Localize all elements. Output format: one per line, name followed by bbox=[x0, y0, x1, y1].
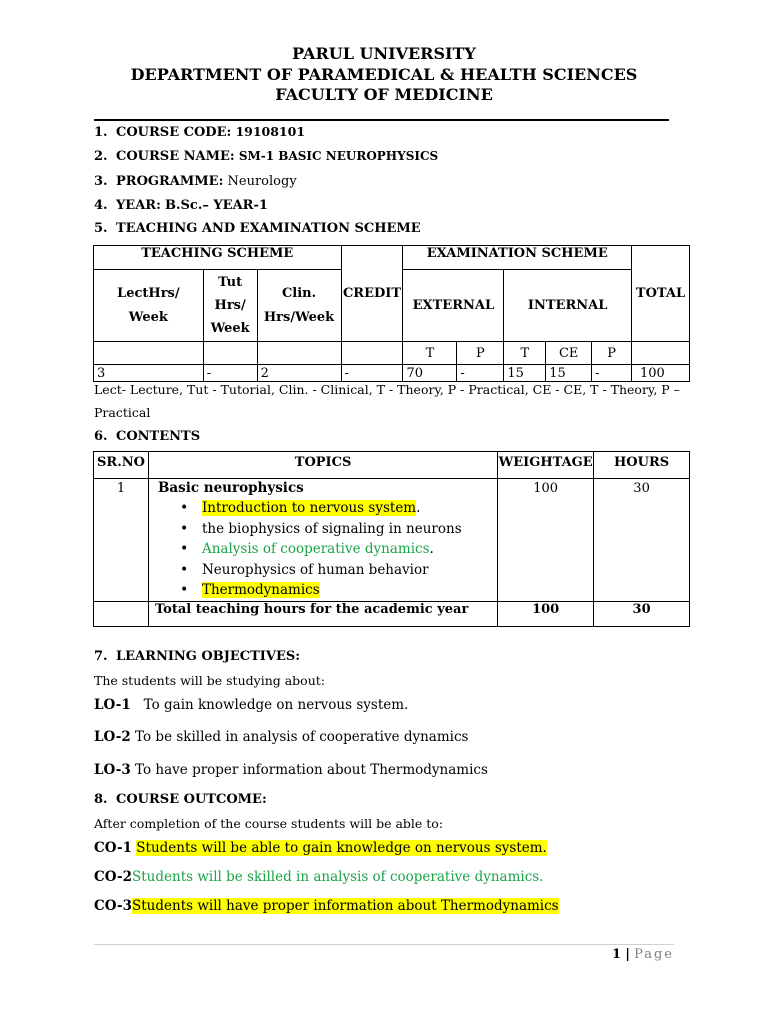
topic-item: • Thermodynamics bbox=[158, 580, 497, 601]
internal-header: INTERNAL bbox=[504, 270, 632, 342]
clin-header: Clin. Hrs/Week bbox=[257, 270, 341, 342]
external-header: EXTERNAL bbox=[403, 270, 504, 342]
value-cell: - bbox=[457, 365, 504, 382]
topic-item: • Introduction to nervous system. bbox=[158, 498, 497, 519]
sub-header-cell: P bbox=[592, 342, 632, 365]
objective-item: LO-3 To have proper information about Thermodynamics bbox=[94, 762, 488, 778]
contents-table bbox=[93, 451, 690, 627]
value-cell: 100 bbox=[632, 365, 690, 382]
outcomes-intro: After completion of the course students will be able to: bbox=[94, 816, 444, 831]
col-header-weightage: WEIGHTAGE bbox=[498, 452, 594, 479]
page-number: 1 | Page bbox=[612, 947, 674, 962]
university-title: PARUL UNIVERSITY bbox=[292, 44, 476, 63]
objectives-intro: The students will be studying about: bbox=[94, 673, 325, 688]
row-hours: 30 bbox=[594, 479, 690, 602]
value-cell: 70 bbox=[403, 365, 457, 382]
topic-item: • Analysis of cooperative dynamics. bbox=[158, 539, 497, 560]
col-header-srno: SR.NO bbox=[94, 452, 149, 479]
credit-header: CREDIT bbox=[341, 246, 403, 342]
department-title: DEPARTMENT OF PARAMEDICAL & HEALTH SCIENCES bbox=[130, 65, 638, 84]
value-cell: 3 bbox=[94, 365, 204, 382]
course-name-value: SM-1 BASIC NEUROPHYSICS bbox=[238, 149, 439, 163]
total-weightage: 100 bbox=[498, 601, 594, 626]
outcomes-heading: 8. COURSE OUTCOME: bbox=[94, 792, 267, 807]
teaching-scheme-header: TEACHING SCHEME bbox=[94, 246, 342, 270]
total-header: TOTAL bbox=[632, 246, 690, 342]
examination-scheme-header: EXAMINATION SCHEME bbox=[403, 246, 632, 270]
outcome-item: CO-3Students will have proper information about Thermodynamics bbox=[94, 898, 559, 914]
year-item: 4. YEAR: B.Sc.– YEAR-1 bbox=[94, 198, 268, 213]
contents-heading: 6. CONTENTS bbox=[94, 429, 201, 444]
sub-header-cell: CE bbox=[546, 342, 592, 365]
col-header-hours: HOURS bbox=[594, 452, 690, 479]
outcome-item: CO-2Students will be skilled in analysis of cooperative dynamics. bbox=[94, 869, 544, 885]
legend-line-1: Lect- Lecture, Tut - Tutorial, Clin. - Clinical, T - Theory, P - Practical, CE - CE, T - Theory, P – bbox=[94, 382, 680, 397]
year-value: B.Sc.– YEAR-1 bbox=[165, 198, 268, 213]
programme-item: 3. PROGRAMME: Neurology bbox=[94, 174, 297, 189]
row-topics bbox=[148, 479, 497, 602]
value-cell: - bbox=[341, 365, 403, 382]
header-rule bbox=[94, 119, 669, 121]
value-cell: - bbox=[592, 365, 632, 382]
objective-item: LO-1 To gain knowledge on nervous system. bbox=[94, 697, 409, 713]
value-cell: - bbox=[203, 365, 257, 382]
scheme-table bbox=[93, 245, 690, 382]
col-header-topics: TOPICS bbox=[148, 452, 497, 479]
row-srno: 1 bbox=[94, 479, 149, 602]
total-hours: 30 bbox=[594, 601, 690, 626]
value-cell: 15 bbox=[504, 365, 546, 382]
tut-header: Tut Hrs/ Week bbox=[203, 270, 257, 342]
sub-header-cell: T bbox=[504, 342, 546, 365]
footer-rule bbox=[94, 944, 674, 945]
sub-header-cell: T bbox=[403, 342, 457, 365]
topic-item: • Neurophysics of human behavior bbox=[158, 560, 497, 581]
lect-header: LectHrs/ Week bbox=[94, 270, 204, 342]
value-cell: 2 bbox=[257, 365, 341, 382]
course-code-value: 19108101 bbox=[235, 124, 306, 139]
topic-title: Basic neurophysics bbox=[157, 480, 304, 496]
course-name-item: 2. COURSE NAME: SM-1 BASIC NEUROPHYSICS bbox=[94, 149, 439, 164]
objectives-heading: 7. LEARNING OBJECTIVES: bbox=[94, 649, 301, 664]
sub-header-cell: P bbox=[457, 342, 504, 365]
outcome-item: CO-1 Students will be able to gain knowledge on nervous system. bbox=[94, 840, 547, 856]
value-cell: 15 bbox=[546, 365, 592, 382]
total-label: Total teaching hours for the academic year bbox=[148, 601, 497, 626]
objective-item: LO-2 To be skilled in analysis of cooperative dynamics bbox=[94, 729, 469, 745]
row-weightage: 100 bbox=[498, 479, 594, 602]
faculty-title: FACULTY OF MEDICINE bbox=[275, 85, 493, 104]
scheme-heading: 5. TEACHING AND EXAMINATION SCHEME bbox=[94, 221, 421, 236]
topic-item: • the biophysics of signaling in neurons bbox=[158, 519, 497, 540]
course-code-item: 1. COURSE CODE: 19108101 bbox=[94, 124, 306, 140]
programme-value: Neurology bbox=[227, 174, 297, 189]
legend-line-2: Practical bbox=[94, 405, 151, 420]
